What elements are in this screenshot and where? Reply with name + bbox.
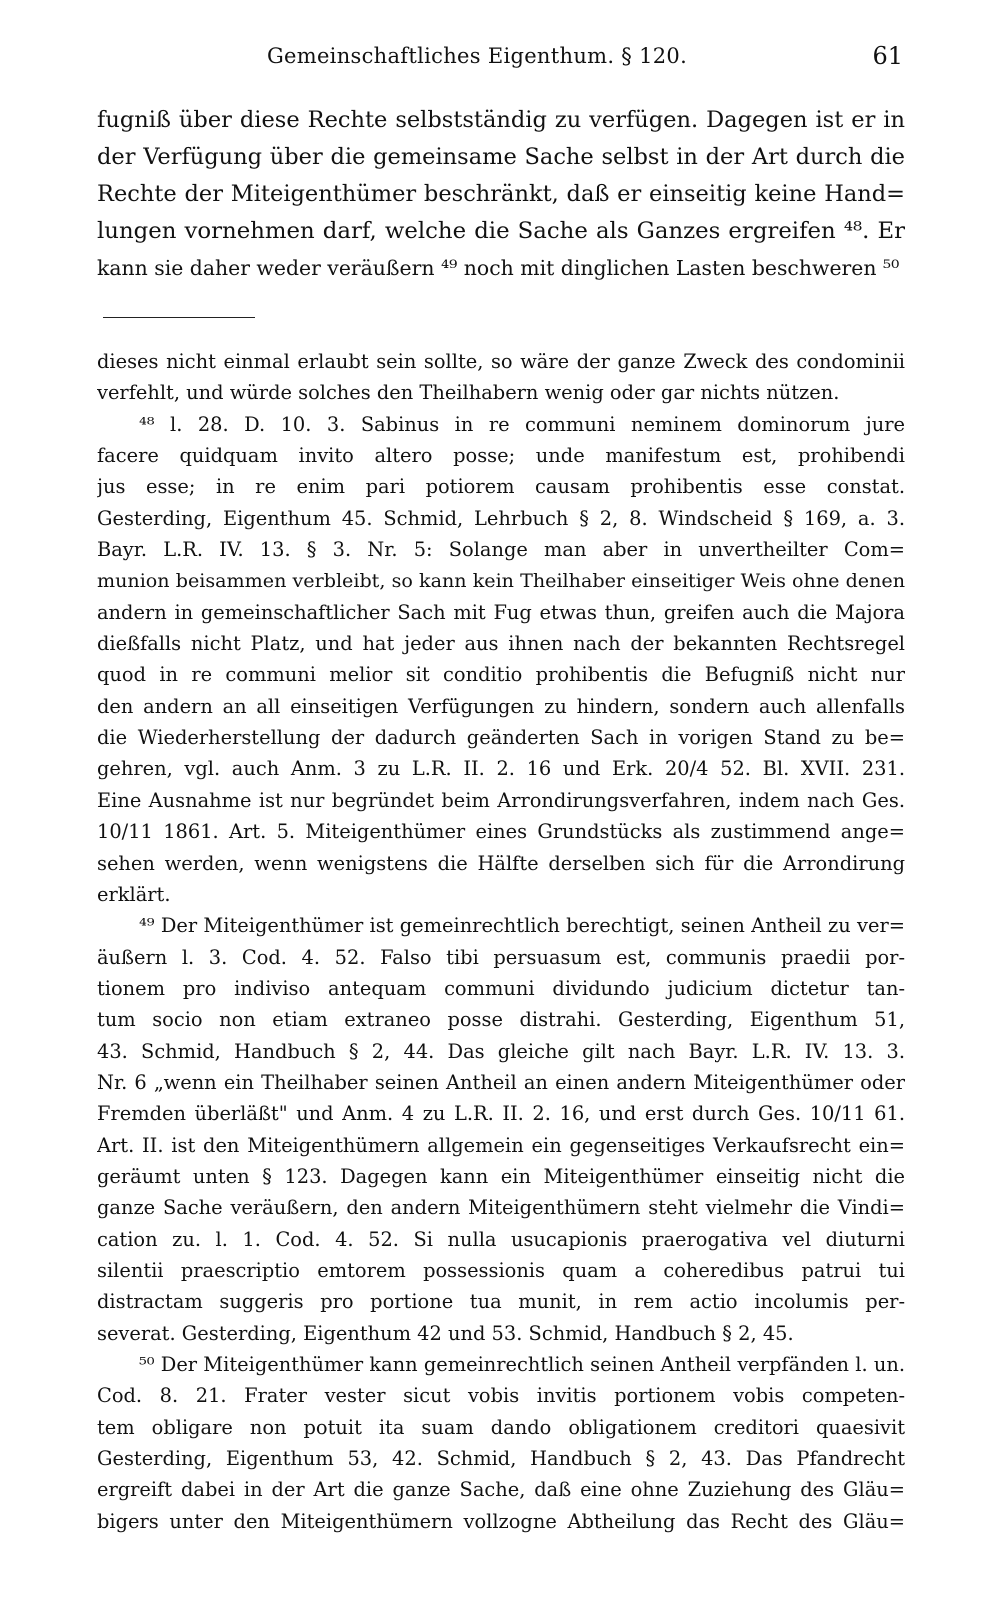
running-title: Gemeinschaftliches Eigenthum. § 120. bbox=[266, 44, 688, 68]
footnote-line: quod in re communi melior sit conditio prohibentis die Befugniß nicht nur bbox=[97, 663, 905, 687]
main-text-line: der Verfügung über die gemeinsame Sache selbst in der Art durch die bbox=[97, 144, 905, 170]
footnote-line: tionem pro indiviso antequam communi dividundo judicium dictetur tan- bbox=[97, 976, 905, 1000]
footnote-line: Cod. 8. 21. Frater vester sicut vobis invitis portionem vobis competen- bbox=[97, 1384, 905, 1408]
main-text bbox=[97, 102, 905, 287]
footnote-line: ganze Sache veräußern, den andern Miteigenthümern steht vielmehr die Vindi= bbox=[97, 1196, 905, 1220]
main-text-line: lungen vornehmen darf, welche die Sache als Ganzes ergreifen ⁴⁸. Er bbox=[97, 218, 905, 244]
footnote-line: cation zu. l. 1. Cod. 4. 52. Si nulla usucapionis praerogativa vel diuturni bbox=[97, 1227, 905, 1251]
footnote-line: verfehlt, und würde solches den Theilhabern wenig oder gar nichts nützen. bbox=[97, 381, 840, 405]
footnote-separator bbox=[103, 317, 255, 318]
footnote-line: gehren, vgl. auch Anm. 3 zu L.R. II. 2. 16 und Erk. 20/4 52. Bl. XVII. 231. bbox=[97, 757, 905, 781]
footnote-50-start: ⁵⁰ Der Miteigenthümer kann gemeinrechtlich seinen Antheil verpfänden l. un. bbox=[139, 1353, 905, 1376]
footnote-line: Fremden überläßt" und Anm. 4 zu L.R. II. 2. 16, und erst durch Ges. 10/11 61. bbox=[97, 1102, 905, 1126]
footnote-line: den andern an all einseitigen Verfügungen zu hindern, sondern auch allenfalls bbox=[97, 694, 905, 718]
footnote-line: Bayr. L.R. IV. 13. § 3. Nr. 5: Solange man aber in unvertheilter Com= bbox=[97, 538, 905, 562]
footnote-line: andern in gemeinschaftlicher Sach mit Fug etwas thun, greifen auch die Majora bbox=[97, 600, 905, 624]
footnote-line: silentii praescriptio emtorem possessionis quam a coheredibus patrui tui bbox=[97, 1258, 905, 1282]
footnote-line: munion beisammen verbleibt, so kann kein Theilhaber einseitiger Weis ohne denen bbox=[97, 569, 905, 593]
footnote-49-start: ⁴⁹ Der Miteigenthümer ist gemeinrechtlich berechtigt, seinen Antheil zu ver= bbox=[139, 914, 905, 938]
page-header bbox=[97, 36, 905, 80]
footnote-line: jus esse; in re enim pari potiorem causam prohibentis esse constat. bbox=[97, 475, 905, 499]
footnote-line: sehen werden, wenn wenigstens die Hälfte derselben sich für die Arrondirung bbox=[97, 851, 905, 875]
footnote-line: bigers unter den Miteigenthümern vollzogne Abtheilung das Recht des Gläu= bbox=[97, 1509, 905, 1533]
footnote-line: 43. Schmid, Handbuch § 2, 44. Das gleiche gilt nach Bayr. L.R. IV. 13. 3. bbox=[97, 1039, 905, 1063]
footnote-line: ergreift dabei in der Art die ganze Sache, daß eine ohne Zuziehung des Gläu= bbox=[97, 1478, 905, 1502]
footnote-line: tem obligare non potuit ita suam dando obligationem creditori quaesivit bbox=[97, 1415, 905, 1439]
footnote-line: severat. Gesterding, Eigenthum 42 und 53. Schmid, Handbuch § 2, 45. bbox=[97, 1321, 794, 1345]
footnote-line: die Wiederherstellung der dadurch geänderten Sach in vorigen Stand zu be= bbox=[97, 726, 905, 750]
main-text-line: kann sie daher weder veräußern ⁴⁹ noch mit dinglichen Lasten beschweren ⁵⁰ bbox=[97, 256, 900, 280]
page-number: 61 bbox=[872, 42, 903, 70]
footnote-line: dießfalls nicht Platz, und hat jeder aus ihnen nach der bekannten Rechtsregel bbox=[97, 632, 905, 656]
footnote-line: Eine Ausnahme ist nur begründet beim Arrondirungsverfahren, indem nach Ges. bbox=[97, 788, 905, 812]
footnote-line: äußern l. 3. Cod. 4. 52. Falso tibi persuasum est, communis praedii por- bbox=[97, 945, 905, 969]
main-text-line: fugniß über diese Rechte selbstständig zu verfügen. Dagegen ist er in bbox=[97, 107, 905, 133]
footnote-line: Nr. 6 „wenn ein Theilhaber seinen Antheil an einen andern Miteigenthümer oder bbox=[97, 1070, 905, 1094]
footnote-line: erklärt. bbox=[97, 882, 171, 906]
footnote-line: facere quidquam invito altero posse; unde manifestum est, prohibendi bbox=[97, 444, 905, 468]
footnote-line: distractam suggeris pro portione tua munit, in rem actio incolumis per- bbox=[97, 1290, 905, 1314]
footnote-line: tum socio non etiam extraneo posse distrahi. Gesterding, Eigenthum 51, bbox=[97, 1008, 905, 1032]
main-text-line: Rechte der Miteigenthümer beschränkt, daß er einseitig keine Hand= bbox=[97, 181, 905, 207]
book-page bbox=[97, 36, 905, 1537]
footnote-line: Gesterding, Eigenthum 45. Schmid, Lehrbuch § 2, 8. Windscheid § 169, a. 3. bbox=[97, 506, 905, 530]
footnote-line: geräumt unten § 123. Dagegen kann ein Miteigenthümer einseitig nicht die bbox=[97, 1164, 905, 1188]
footnote-48-start: ⁴⁸ l. 28. D. 10. 3. Sabinus in re communi neminem dominorum jure bbox=[139, 412, 905, 436]
footnote-line: 10/11 1861. Art. 5. Miteigenthümer eines Grundstücks als zustimmend ange= bbox=[97, 820, 905, 844]
footnote-line: Gesterding, Eigenthum 53, 42. Schmid, Handbuch § 2, 43. Das Pfandrecht bbox=[97, 1447, 905, 1471]
footnote-line: dieses nicht einmal erlaubt sein sollte, so wäre der ganze Zweck des condominii bbox=[97, 350, 905, 373]
footnotes bbox=[97, 346, 905, 1537]
footnote-line: Art. II. ist den Miteigenthümern allgemein ein gegenseitiges Verkaufsrecht ein= bbox=[97, 1133, 905, 1157]
